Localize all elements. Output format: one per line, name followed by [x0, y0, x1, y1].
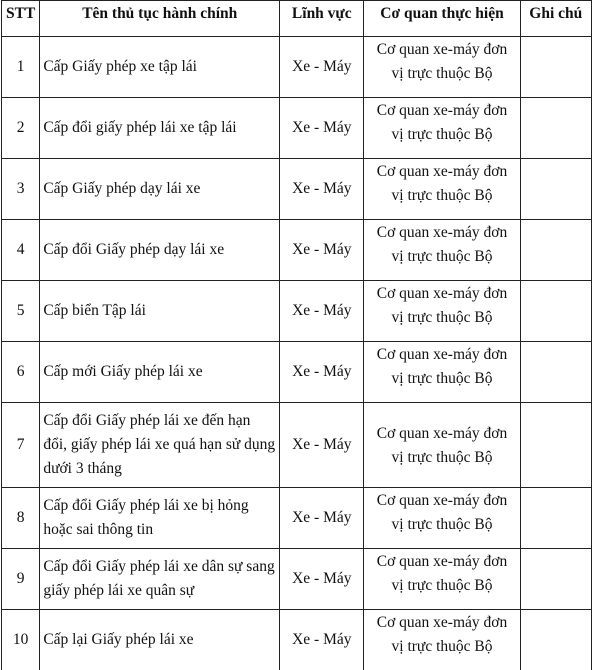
cell-field: Xe - Máy — [280, 403, 364, 488]
cell-agency — [364, 549, 520, 610]
cell-note — [520, 37, 591, 98]
table-row — [2, 37, 592, 98]
agency-line: vị trực thuộc Bộ — [392, 449, 493, 466]
cell-agency — [364, 98, 520, 159]
cell-field: Xe - Máy — [280, 220, 364, 281]
cell-stt: 1 — [2, 37, 40, 98]
cell-procedure: Cấp đổi Giấy phép lái xe đến hạn đổi, giấy phép lái xe quá hạn sử dụng dưới 3 tháng — [40, 403, 280, 488]
cell-procedure: Cấp đổi Giấy phép lái xe bị hỏng hoặc sai thông tin — [40, 488, 280, 549]
cell-procedure: Cấp đổi Giấy phép lái xe dân sự sang giấy phép lái xe quân sự — [40, 549, 280, 610]
table-row — [2, 220, 592, 281]
header-agency: Cơ quan thực hiện — [364, 1, 520, 37]
cell-field: Xe - Máy — [280, 342, 364, 403]
cell-agency — [364, 37, 520, 98]
agency-line: vị trực thuộc Bộ — [392, 187, 493, 204]
agency-line: vị trực thuộc Bộ — [392, 638, 493, 655]
agency-line: Cơ quan xe-máy đơn — [377, 346, 507, 363]
table-row — [2, 403, 592, 488]
cell-note — [520, 220, 591, 281]
cell-note — [520, 159, 591, 220]
agency-line: Cơ quan xe-máy đơn — [377, 425, 507, 442]
cell-field: Xe - Máy — [280, 98, 364, 159]
cell-agency — [364, 488, 520, 549]
cell-stt: 9 — [2, 549, 40, 610]
table-row — [2, 342, 592, 403]
agency-line: Cơ quan xe-máy đơn — [377, 285, 507, 302]
cell-note — [520, 403, 591, 488]
cell-stt: 3 — [2, 159, 40, 220]
cell-stt: 8 — [2, 488, 40, 549]
table-row — [2, 159, 592, 220]
cell-procedure: Cấp Giấy phép dạy lái xe — [40, 159, 280, 220]
cell-field: Xe - Máy — [280, 610, 364, 670]
cell-stt: 6 — [2, 342, 40, 403]
agency-line: vị trực thuộc Bộ — [392, 248, 493, 265]
cell-note — [520, 98, 591, 159]
table-header-row — [2, 1, 592, 37]
cell-procedure: Cấp lại Giấy phép lái xe — [40, 610, 280, 670]
agency-line: Cơ quan xe-máy đơn — [377, 224, 507, 241]
cell-stt: 7 — [2, 403, 40, 488]
table-row — [2, 488, 592, 549]
agency-line: Cơ quan xe-máy đơn — [377, 102, 507, 119]
cell-note — [520, 488, 591, 549]
cell-note — [520, 342, 591, 403]
cell-stt: 10 — [2, 610, 40, 670]
cell-stt: 5 — [2, 281, 40, 342]
agency-line: vị trực thuộc Bộ — [392, 309, 493, 326]
cell-agency — [364, 610, 520, 670]
cell-agency — [364, 403, 520, 488]
cell-procedure: Cấp đổi giấy phép lái xe tập lái — [40, 98, 280, 159]
agency-line: Cơ quan xe-máy đơn — [377, 163, 507, 180]
cell-procedure: Cấp mới Giấy phép lái xe — [40, 342, 280, 403]
header-field: Lĩnh vực — [280, 1, 364, 37]
cell-field: Xe - Máy — [280, 159, 364, 220]
agency-line: vị trực thuộc Bộ — [392, 516, 493, 533]
agency-line: Cơ quan xe-máy đơn — [377, 41, 507, 58]
table-row — [2, 98, 592, 159]
cell-stt: 4 — [2, 220, 40, 281]
cell-procedure: Cấp đổi Giấy phép dạy lái xe — [40, 220, 280, 281]
procedures-table — [1, 0, 592, 670]
cell-procedure: Cấp Giấy phép xe tập lái — [40, 37, 280, 98]
cell-field: Xe - Máy — [280, 281, 364, 342]
agency-line: vị trực thuộc Bộ — [392, 370, 493, 387]
header-procedure: Tên thủ tục hành chính — [40, 1, 280, 37]
cell-agency — [364, 159, 520, 220]
agency-line: Cơ quan xe-máy đơn — [377, 492, 507, 509]
cell-field: Xe - Máy — [280, 488, 364, 549]
cell-field: Xe - Máy — [280, 549, 364, 610]
table-row — [2, 549, 592, 610]
cell-field: Xe - Máy — [280, 37, 364, 98]
agency-line: vị trực thuộc Bộ — [392, 65, 493, 82]
table-row — [2, 610, 592, 670]
cell-agency — [364, 220, 520, 281]
agency-line: Cơ quan xe-máy đơn — [377, 553, 507, 570]
agency-line: vị trực thuộc Bộ — [392, 577, 493, 594]
cell-note — [520, 281, 591, 342]
cell-procedure: Cấp biển Tập lái — [40, 281, 280, 342]
cell-agency — [364, 281, 520, 342]
cell-agency — [364, 342, 520, 403]
agency-line: Cơ quan xe-máy đơn — [377, 614, 507, 631]
cell-stt: 2 — [2, 98, 40, 159]
agency-line: vị trực thuộc Bộ — [392, 126, 493, 143]
cell-note — [520, 610, 591, 670]
header-stt: STT — [2, 1, 40, 37]
cell-note — [520, 549, 591, 610]
table-row — [2, 281, 592, 342]
header-note: Ghi chú — [520, 1, 591, 37]
